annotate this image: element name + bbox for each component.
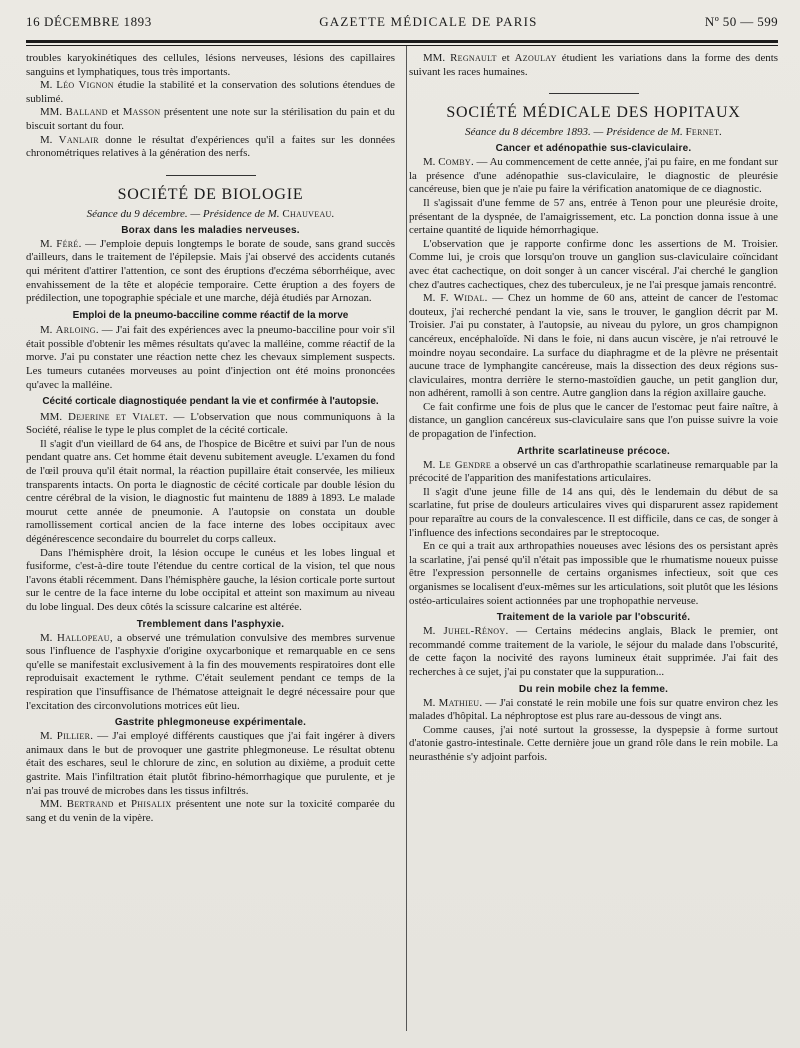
president-name: Chauveau <box>282 207 332 220</box>
speaker-name: Féré <box>56 237 79 250</box>
seance-text: . <box>719 126 722 139</box>
paragraph <box>409 697 778 724</box>
right-column <box>409 52 778 825</box>
speaker-name: Mathieu <box>438 696 480 709</box>
seance-text: Séance du 8 décembre 1893. — Présidence de M. <box>465 126 686 139</box>
text-run: M. <box>40 631 58 644</box>
paragraph <box>26 411 395 438</box>
speaker-name: Hallopeau <box>57 631 110 644</box>
speaker-name: Comby <box>438 156 471 169</box>
section-heading: Borax dans les maladies nerveuses. <box>121 224 300 236</box>
section-heading: Cancer et adénopathie sus-claviculaire. <box>495 143 692 155</box>
paragraph: Il s'agit d'une jeune fille de 14 ans qui, dès le lendemain du début de sa scarlatine, fut prise de douleurs articulaires vives qui disparurent assez rapidement pour reparaître au cours de la convalescence. Il est difficile, dans ce cas, de songer à l'influence des infections secondaires par le streptocoque. <box>409 485 778 539</box>
paragraph <box>26 79 395 106</box>
text-run: M. <box>423 458 439 471</box>
paragraph <box>26 238 395 306</box>
page-header <box>26 14 778 34</box>
paragraph <box>26 324 395 392</box>
paragraph <box>26 632 395 714</box>
paragraph: Dans l'hémisphère droit, la lésion occupe le cunéus et les lobes lingual et fusiforme, c'est-à-dire toute l'étendue du centre cortical de la vision, tel que nous l'avons établi récemment. Dans l'hémisphère gauche, la lésion corticale porte surtout sur le centre de la face interne du lobe occipital et atteint son maximum au niveau du lobe lingual. Des deux côtés la scissure calcarine est altérée. <box>26 546 395 613</box>
speaker-name: Vanlair <box>58 133 99 146</box>
text-run: M. <box>40 133 59 146</box>
text-run: M. <box>423 625 444 638</box>
paragraph: Ce fait confirme une fois de plus que le cancer de l'estomac peut faire naître, à distance, un ganglion cancéreux sus-claviculaire sans que l'on puisse suivre la voie de propagation de l'infection. <box>409 400 778 441</box>
text-run: . — Chez un homme de 60 ans, atteint de cancer de l'estomac douteux, j'ai recherché pendant la vie, sans le trouver, le ganglion décrit par M. Troisier. J'ai pu constater, à l'autopsie, au niveau du pylore, un gros champignon cancéreux, encéphaloïde. Ni dans le foie, ni dans aucun viscère, je n'ai retrouvé le moindre noyau secondaire. La surface du diaphragme et de la plèvre ne présentait aucune trace de lymphangite cancéreuse, mais la dissection des deux régions sus-claviculaires, montra derrière le sterno-mastoïdien gauche, un petit ganglion dur, non adhérent, ramolli à son centre. Autre ganglion dans la région axillaire gauche. <box>409 292 779 400</box>
text-run: M. <box>40 324 56 337</box>
text-run: étudient les variations dans la forme des dents suivant les races humaines. <box>409 52 779 78</box>
speaker-name: Léo Vignon <box>56 79 114 92</box>
text-run: M. <box>423 292 441 305</box>
text-run: M. <box>40 79 57 92</box>
text-run: M. <box>40 237 57 250</box>
text-run: M. <box>423 696 439 709</box>
text-run: MM. <box>40 798 67 811</box>
paragraph: En ce qui a trait aux arthropathies noueuses avec lésions des os persistant après la scarlatine, j'ai pensé qu'il n'était pas impossible que le rhumatisme noueux puisse être l'expression personnelle de certains organismes infectieux, soit que ces organismes se localisent d'eux-mêmes sur les articulations, soit plutôt que les lésions ostéo-articulaires soient actionnées par une trophopathie nerveuse. <box>409 540 778 607</box>
paragraph <box>409 292 778 401</box>
text-run: . — J'ai constaté le rein mobile une fois sur quatre environ chez les malades d'hôpital. La néphroptose est plus rare au-dessous de vingt ans. <box>409 696 778 723</box>
section-heading: Cécité corticale diagnostiquée pendant la vie et confirmée à l'autopsie. <box>42 396 379 408</box>
text-run: MM. <box>40 106 66 119</box>
text-run: MM. <box>40 410 68 423</box>
paragraph <box>409 156 778 197</box>
seance-line <box>26 208 395 220</box>
text-run: a observé un cas d'arthropathie scarlatineuse remarquable par la précocité de l'apparition des manifestations articulaires. <box>409 458 778 485</box>
speaker-name: F. Widal <box>440 292 485 305</box>
section-heading: Traitement de la variole par l'obscurité. <box>496 612 691 624</box>
text-run: présentent une note sur la stérilisation du pain et du biscuit sortant du four. <box>26 106 395 132</box>
speaker-name: Azoulay <box>514 52 557 64</box>
text-run: M. <box>40 730 57 743</box>
paragraph: troubles karyokinétiques des cellules, lésions nerveuses, lésions des capillaires sanguins et lymphatiques, tous très importants. <box>26 52 395 78</box>
header-issue-page <box>705 14 778 30</box>
section-heading: Du rein mobile chez la femme. <box>518 683 669 695</box>
text-run: . — J'ai employé différents caustiques que j'ai fait ingérer à divers animaux dans le but de provoquer une gastrite phlegmoneuse. Le résultat obtenu était des eschares, seul le chlorure de zinc, en solution au dixième, a produit cette gastrite. Mais l'infiltration était plutôt fibrino-hémorrhagique que purulente, et je n'ai pas trouvé de microbes dans les tissus infiltrés. <box>26 730 395 797</box>
section-separator <box>549 93 639 94</box>
text-run: M. <box>423 156 439 169</box>
speaker-name: Dejerine et Vialet <box>67 410 165 423</box>
text-run: et <box>496 52 515 64</box>
header-rule-thick <box>26 40 778 43</box>
paragraph: L'observation que je rapporte confirme donc les assertions de M. Troisier. Comme lui, je crois que lorsqu'on trouve un ganglion sus-claviculaire coïncidant avec état cachectique, on doit songer à un cancer viscéral. J'ai cherché le ganglion chez d'autres cachectiques, chez des tuberculeux, je ne l'ai presque jamais rencontré. <box>409 237 778 291</box>
paragraph <box>26 798 395 825</box>
paragraph <box>409 459 778 486</box>
seance-text: . <box>331 207 335 220</box>
section-heading: Emploi de la pneumo-bacciline comme réactif de la morve <box>72 309 349 321</box>
header-page-number: — 599 <box>740 14 778 29</box>
paragraph <box>26 134 395 161</box>
president-name: Fernet <box>685 126 720 139</box>
section-heading: Arthrite scarlatineuse précoce. <box>517 445 670 457</box>
header-date: 16 DÉCEMBRE 1893 <box>26 14 152 29</box>
paragraph <box>26 106 395 133</box>
text-run: . — J'emploie depuis longtemps le borate de soude, sans grand succès d'ailleurs, dans le traitement de l'épilepsie. Mais j'ai observé des accidents cutanés qui méritent d'attirer l'attention, ce sont des éruptions d'eczéma séborrhéique, avec envahissement de la tête et alopécie temporaire. Cette éruption a des foyers de prédilection, une topographie spéciale et une marche, déjà étudiés par Arnozan. <box>26 237 395 305</box>
speaker-name: Le Gendre <box>438 458 492 471</box>
speaker-name: Masson <box>122 106 161 119</box>
speaker-name: Pillier <box>56 730 91 743</box>
speaker-name: Phisalix <box>130 798 172 811</box>
section-separator <box>166 175 256 176</box>
speaker-name: Regnault <box>450 52 497 64</box>
paragraph <box>409 625 778 679</box>
seance-line <box>409 126 778 138</box>
society-title: SOCIÉTÉ MÉDICALE DES HOPITAUX <box>446 104 741 122</box>
seance-text: Séance du 9 décembre. — Présidence de M. <box>86 207 283 220</box>
text-run: MM. <box>423 52 451 64</box>
paragraph: Il s'agissait d'une femme de 57 ans, entrée à Tenon pour une pleurésie droite, présentant de la dyspnée, de l'amaigrissement, etc. La ponction donna issue à une certaine quantité de liquide hémorrhagique. <box>409 196 778 237</box>
speaker-name: Arloing <box>55 324 96 337</box>
text-run: . — L'observation que nous communiquons à la Société, réalise le type le plus complet de la cécité corticale. <box>26 410 396 437</box>
section-heading: Tremblement dans l'asphyxie. <box>136 618 285 630</box>
text-run: . — J'ai fait des expériences avec la pneumo-bacciline pour voir s'il était possible d'obtenir les mêmes résultats qu'avec la malléine, comme réactif de la morve. J'ai pu constater une réaction nette chez les chevaux simplement suspects. Les tumeurs cutanées morveuses au point d'injection ont été moins prononcées qu'avec la malléine. <box>26 324 395 391</box>
text-run: , a observé une trémulation convulsive des membres survenue sous l'influence de l'asphyxie d'origine oxycarbonique et remarquable en ce sens qu'elle se manifestait exclusivement à la fin des mouvements respiratoires dont elle reproduisait exactement le rythme. C'était seulement pendant ce temps de la respiration que l'insuffisance de l'hématose atteignait le degré nécessaire pour que l'excitation des circonvolutions motrices eût lieu. <box>26 631 395 712</box>
society-title: SOCIÉTÉ DE BIOLOGIE <box>117 185 304 203</box>
text-run: présentent une note sur la toxicité comparée du sang et du venin de la vipère. <box>26 798 396 824</box>
text-run: . — Certains médecins anglais, Black le premier, ont recommandé comme traitement de la variole, le séjour du malade dans l'obscurité, de cette façon la nocivité des rayons lumineux était supprimée. J'ai fait des recherches à ce sujet, j'ai pu constater que la suppuration... <box>409 625 778 678</box>
paragraph <box>26 730 395 798</box>
text-run: et <box>113 798 131 811</box>
header-issue: Nº 50 <box>704 14 737 29</box>
text-run: . — Au commencement de cette année, j'ai pu faire, en me fondant sur la présence d'une adénopathie sus-claviculaire, le diagnostic de pleurésie cancéreuse, bien que je n'aie pu faire la vérification anatomique de ce diagnostic. <box>409 156 778 196</box>
header-rule-thin <box>26 45 778 46</box>
columns <box>26 52 778 825</box>
header-journal-title: GAZETTE MÉDICALE DE PARIS <box>319 14 538 29</box>
paragraph: Comme causes, j'ai noté surtout la grossesse, la dyspepsie à forme surtout d'atonie gastro-intestinale. Cette dernière joue un grand rôle dans le rein mobile. La neurasthénie s'y adjoint parfois. <box>409 723 778 763</box>
text-run: et <box>107 106 123 119</box>
column-divider <box>406 46 407 1031</box>
section-heading: Gastrite phlegmoneuse expérimentale. <box>114 717 307 729</box>
speaker-name: Bertrand <box>66 798 114 811</box>
left-column <box>26 52 395 825</box>
speaker-name: Balland <box>65 106 108 119</box>
paragraph <box>409 52 778 79</box>
text-run: donne le résultat d'expériences qu'il a faites sur les données chronométriques relatives à la génération des nerfs. <box>26 133 395 160</box>
text-run: étudie la stabilité et la conservation des solutions étendues de sublimé. <box>26 79 395 105</box>
paragraph: Il s'agit d'un vieillard de 64 ans, de l'hospice de Bicêtre et suivi par l'un de nous pendant quatre ans. Cet homme était devenu subitement aveugle. L'examen du fond de l'œil prouva qu'il était normal, la réaction pupillaire était conservée, les milieux transparents intacts. On porta le diagnostic de cécité corticale par double lésion du centre cérébral de la vision, le diagnostic fut maintenu de 1889 à 1893. Le malade mourut cette année de pneumonie. A l'autopsie on constata un double ramollissement cortical ancien de la face interne des lobes occipitaux avec dégénérescence secondaire du bourrelet du corps calleux. <box>26 437 395 546</box>
speaker-name: Juhel-Rénoy <box>443 625 506 638</box>
